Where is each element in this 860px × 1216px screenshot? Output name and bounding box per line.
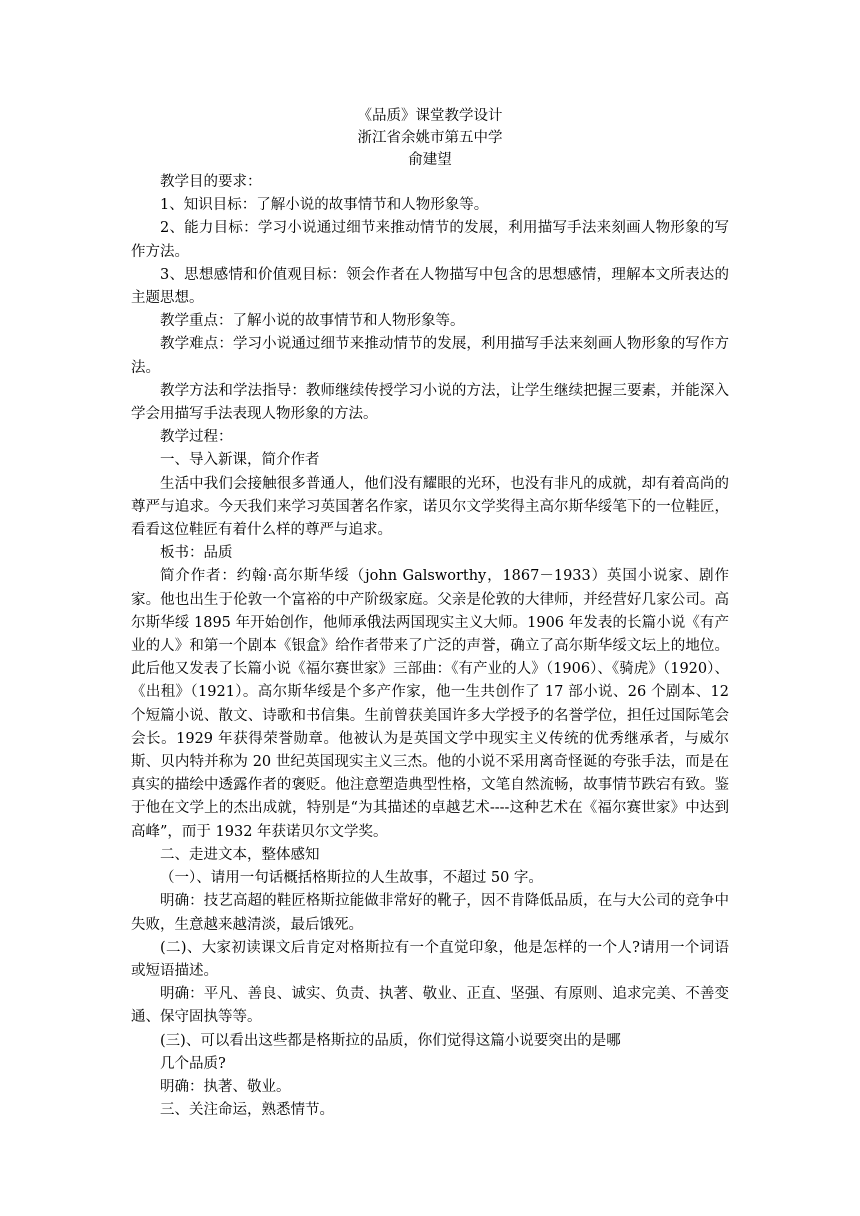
teaching-method: 教学方法和学法指导：教师继续传授学习小说的方法，让学生继续把握三要素，并能深入学会用描写手法表现人物形象的方法。: [131, 382, 729, 423]
objective-ability: 2、能力目标：学习小说通过细节来推动情节的发展，利用描写手法来刻画人物形象的写作方法。: [131, 220, 729, 260]
author-introduction: 简介作者：约翰·高尔斯华绥（john Galsworthy，1867－1933）英国小说家、剧作家。他也出生于伦敦一个富裕的中产阶级家庭。父亲是伦敦的大律师，并经营好几家公司。高尔斯华绥 1895 年开始创作，他师承俄法两国现实主义大师。1906 年发表的长篇小说《有产业的人》和第一个剧本《银盒》给作者带来了广泛的声誉，确立了高尔斯华绥文坛上的地位。此后他又发表了长篇小说《福尔赛世家》三部曲：《有产业的人》（1906）、《骑虎》（1920）、《出租》（1921）。高尔斯华绥是个多产作家，他一生共创作了 17 部小说、26 个剧本、12 个短篇小说、散文、诗歌和书信集。生前曾获美国许多大学授予的名誉学位，担任过国际笔会会长。1929 年获得荣誉勋章。他被认为是英国文学中现实主义传统的优秀继承者，与威尔斯、贝内特并称为 20 世纪英国现实主义三杰。他的小说不采用离奇怪诞的夸张手法，而是在真实的描绘中透露作者的褒贬。他注意塑造典型性格，文笔自然流畅，故事情节跌宕有致。鉴于他在文学上的杰出成就，特别是“为其描述的卓越艺术----这种艺术在《福尔赛世家》中达到高峰”，而于 1932 年获诺贝尔文学奖。: [131, 568, 729, 840]
school-name: 浙江省余姚市第五中学: [357, 130, 503, 146]
step-one-heading: 一、导入新课，简介作者: [160, 452, 320, 469]
intro-paragraph: 生活中我们会接触很多普通人，他们没有耀眼的光环，也没有非凡的成就，却有着高尚的尊严与追求。今天我们来学习英国著名作家，诺贝尔文学奖得主高尔斯华绥笔下的一位鞋匠，看看这位鞋匠有着什么样的尊严与追求。: [131, 475, 729, 539]
title-block: [131, 105, 729, 171]
question-three: (三)、可以看出这些都是格斯拉的品质，你们觉得这篇小说要突出的是哪: [160, 1032, 621, 1049]
objective-knowledge: 1、知识目标：了解小说的故事情节和人物形象等。: [160, 197, 489, 214]
question-one: （一）、请用一句话概括格斯拉的人生故事，不超过 50 字。: [160, 870, 543, 887]
teaching-difficulty: 教学难点：学习小说通过细节来推动情节的发展，利用描写手法来刻画人物形象的写作方法。: [131, 336, 729, 376]
question-three-continued: 几个品质?: [160, 1055, 226, 1072]
step-three-heading: 三、关注命运，熟悉情节。: [160, 1102, 334, 1119]
answer-three: 明确：执著、敬业。: [160, 1078, 291, 1095]
step-two-heading: 二、走进文本，整体感知: [160, 846, 320, 863]
question-two: (二)、大家初读课文后肯定对格斯拉有一个直觉印象，他是怎样的一个人?请用一个词语或短语描述。: [131, 939, 729, 979]
answer-one: 明确：技艺高超的鞋匠格斯拉能做非常好的靴子，因不肯降低品质，在与大公司的竞争中失败，生意越来越清淡，最后饿死。: [131, 893, 729, 933]
answer-two: 明确：平凡、善良、诚实、负责、执著、敬业、正直、坚强、有原则、追求完美、不善变通、保守固执等等。: [131, 986, 729, 1026]
objective-values: 3、思想感情和价值观目标：领会作者在人物描写中包含的思想感情，理解本文所表达的主题思想。: [131, 266, 729, 307]
section-heading-process: 教学过程：: [160, 429, 233, 446]
author-name: 俞建望: [408, 152, 452, 168]
teaching-key-point: 教学重点：了解小说的故事情节和人物形象等。: [160, 313, 465, 330]
section-heading-objectives: 教学目的要求：: [160, 174, 262, 190]
blackboard-note: 板书：品质: [160, 545, 233, 562]
document-title: 《品质》课堂教学设计: [357, 108, 503, 124]
document-page: [131, 105, 729, 1122]
